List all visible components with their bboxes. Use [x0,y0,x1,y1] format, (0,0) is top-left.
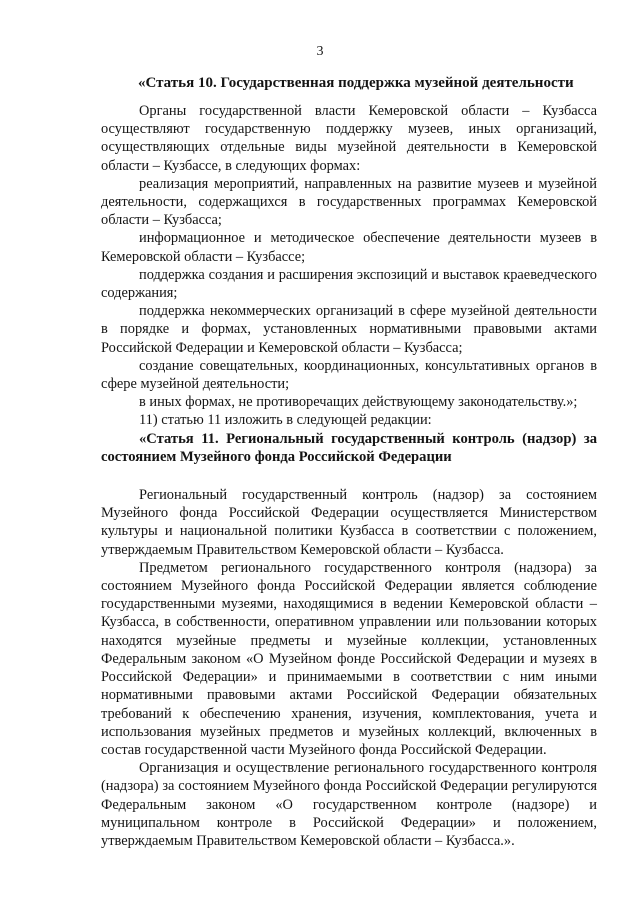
document-body [101,102,597,850]
list-item: реализация мероприятий, направленных на развитие музеев и музейной деятельности, содержащихся в государственных программах Кемеровской области – Кузбасса; [101,175,597,229]
list-item: информационное и методическое обеспечение деятельности музеев в Кемеровской области – Кузбассе; [101,230,597,265]
paragraph: Предметом регионального государственного контроля (надзора) за состоянием Музейного фонда Российской Федерации является соблюдение государственными музеями, находящимися в ведении Кемеровской области – Кузбасса, в собственности, оперативном управлении или пользовании которых находятся музейные предметы и музейные коллекции, установленных Федеральным законом «О Музейном фонде Российской Федерации и музеях в Российской Федерации» и принимаемыми в соответствии с ним иными нормативными правовыми актами Российской Федерации обязательных требований к обеспечению хранения, изучения, комплектования, учета и использования музейных предметов и музейных коллекций, включенных в состав государственной части Музейного фонда Российской Федерации. [101,559,597,758]
article-11-heading: «Статья 11. Региональный государственный контроль (надзор) за состоянием Музейного фонда Российской Федерации [101,430,597,465]
page-number: 3 [316,44,324,59]
paragraph: Организация и осуществление регионального государственного контроля (надзора) за состоянием Музейного фонда Российской Федерации регулируются Федеральным законом «О государственном контроле (надзоре) и муниципальном контроле в Российской Федерации» и положением, утверждаемым Правительством Кемеровской области – Кузбасса.». [101,760,597,849]
amendment-item: 11) статью 11 изложить в следующей редакции: [139,412,432,429]
article-10-heading: «Статья 10. Государственная поддержка музейной деятельности [138,75,574,91]
list-item: поддержка создания и расширения экспозиций и выставок краеведческого содержания; [101,266,597,302]
paragraph: Региональный государственный контроль (надзор) за состоянием Музейного фонда Российской Федерации осуществляется Министерством культуры и национальной политики Кузбасса в соответствии с положением, утверждаемым Правительством Кемеровской области – Кузбасса. [101,487,597,558]
paragraph: Органы государственной власти Кемеровской области – Кузбасса осуществляют государственную поддержку музеев, иных организаций, осуществляющих отдельные виды музейной деятельности в Кемеровской области – Кузбассе, в следующих формах: [101,103,597,174]
list-item: создание совещательных, координационных, консультативных органов в сфере музейной деятельности; [101,357,597,393]
list-item: поддержка некоммерческих организаций в сфере музейной деятельности в порядке и формах, установленных нормативными правовыми актами Российской Федерации и Кемеровской области – Кузбасса; [101,303,597,356]
list-item: в иных формах, не противоречащих действующему законодательству.»; [139,394,578,411]
